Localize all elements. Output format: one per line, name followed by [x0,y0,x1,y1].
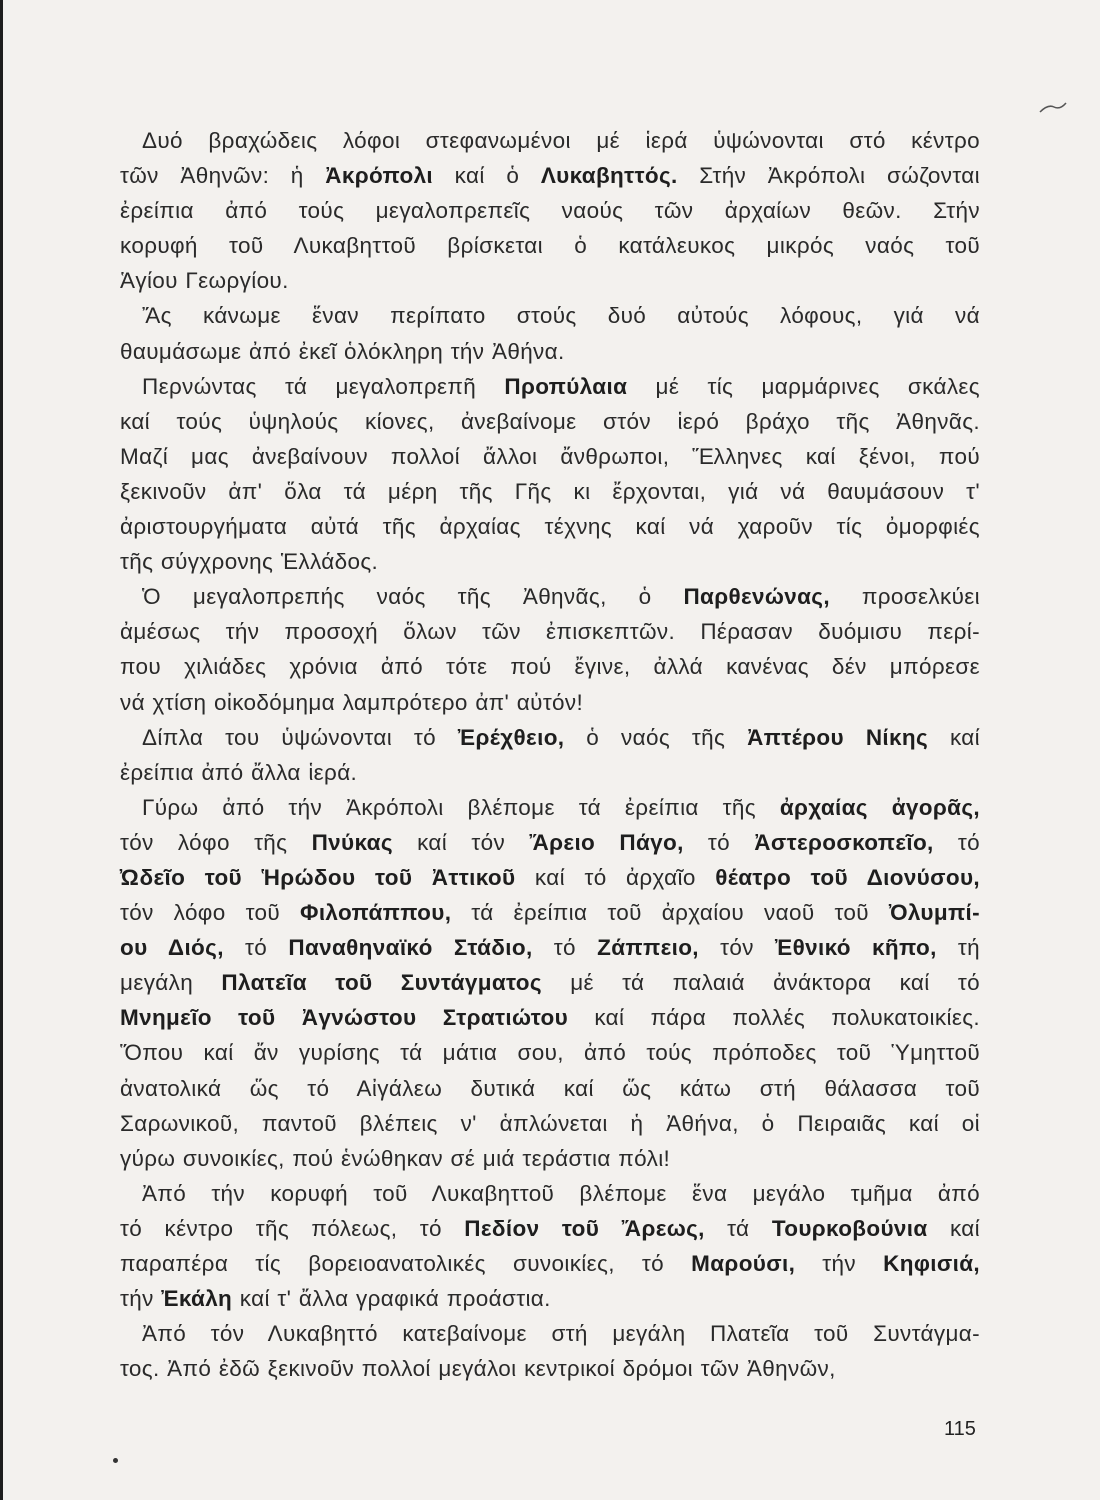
text-line [120,649,980,684]
text-line [120,790,980,825]
text-run: Δυό βραχώδεις λόφοι στεφανωμένοι μέ ἱερά ὑψώνονται στό κέντρο [142,128,980,153]
text-run: τό [933,829,980,855]
text-run: Γύρω ἀπό τήν Ἀκρόπολι βλέπομε τά ἐρείπια τῆς [142,794,780,820]
bold-term: Ἀστεροσκοπεῖο, [754,829,934,855]
text-run: μέ τίς μαρμάρινες σκάλες [627,373,980,399]
text-line [120,1035,980,1070]
text-run: τος. Ἀπό ἐδῶ ξεκινοῦν πολλοί μεγάλοι κεντρικοί δρόμοι τῶν Ἀθηνῶν, [120,1356,836,1382]
bold-term: Πνύκας [311,829,393,855]
text-run: καί τούς ὑψηλούς κίονες, ἀνεβαίνομε στόν ἱερό βράχο τῆς Ἀθηνᾶς. [120,408,980,434]
bold-term: Ἐθνικό κῆπο, [775,935,937,961]
text-line [120,334,980,369]
text-line [120,860,980,895]
text-line [120,158,980,193]
text-run: καί τόν [392,829,530,855]
text-line [120,404,980,439]
page-binding-edge [0,0,3,1500]
text-run: τό [683,829,755,855]
text-run: Ἀπό τόν Λυκαβηττό κατεβαίνομε στή μεγάλη Πλατεῖα τοῦ Συντάγμα- [142,1321,980,1347]
bold-term: Φιλοπάππου, [300,900,452,926]
text-run: τῆς σύγχρονης Ἑλλάδος. [120,549,379,575]
bold-term: Ὀλυμπί- [888,900,980,926]
text-line [120,825,980,860]
bold-term: Πλατεῖα τοῦ Συντάγματος [221,970,542,996]
ink-mark [1038,100,1068,116]
text-line [120,369,980,404]
text-run: καί [927,1215,980,1241]
text-run: κορυφή τοῦ Λυκαβηττοῦ βρίσκεται ὁ κατάλευκος μικρός ναός τοῦ [120,233,980,259]
text-line [120,1316,980,1351]
bold-term: Ὠδεῖο τοῦ Ἡρώδου τοῦ Ἀττικοῦ [120,864,516,890]
text-run: Περνώντας τά μεγαλοπρεπῆ [142,373,505,399]
text-run: τό [532,935,598,961]
text-run: τόν [698,935,776,961]
text-line [120,228,980,263]
text-run: τήν [795,1251,884,1276]
text-run: ξεκινοῦν ἀπ' ὅλα τά μέρη τῆς Γῆς κι ἔρχονται, γιά νά θαυμάσουν τ' [120,478,980,504]
bold-term: Μαρούσι, [691,1251,796,1276]
text-run: ἐρείπια ἀπό τούς μεγαλοπρεπεῖς ναούς τῶν ἀρχαίων θεῶν. Στήν [120,198,980,224]
text-line [120,1351,980,1386]
bold-term: Παναθηναϊκό Στάδιο, [288,935,533,961]
bold-term: θέατρο τοῦ Διονύσου, [715,864,981,890]
text-run: τόν λόφο τοῦ [120,900,301,926]
text-run: προσελκύει [829,584,980,610]
text-line [120,685,980,720]
bold-term: Τουρκοβούνια [771,1215,928,1241]
text-line [120,439,980,474]
text-run: παραπέρα τίς βορειοανατολικές συνοικίες, τό [120,1251,692,1276]
text-line [120,123,980,158]
bold-term: Μνημεῖο τοῦ Ἀγνώστου Στρατιώτου [120,1005,569,1031]
text-line [120,1246,980,1281]
bold-term: Ἀπτέρου Νίκης [747,724,929,750]
bold-term: ου Διός, [120,935,224,961]
bold-term: ἀρχαίας ἀγορᾶς, [779,794,980,820]
text-run: Ἀπό τήν κορυφή τοῦ Λυκαβηττοῦ βλέπομε ἕνα μεγάλο τμῆμα ἀπό [142,1180,980,1206]
text-line [120,720,980,755]
text-line [120,930,980,965]
bold-term: Παρθενώνας, [683,584,830,610]
text-line [120,1176,980,1211]
bold-term: Ἐκάλη [161,1286,233,1312]
bold-term: Ζάππειο, [597,935,699,961]
bold-term: Ἀκρόπολι [325,163,434,189]
text-line [120,755,980,790]
text-run: τό κέντρο τῆς πόλεως, τό [120,1215,465,1241]
text-line [120,614,980,649]
text-run: καί ὁ [433,163,541,189]
text-run: νά χτίση οἰκοδόμημα λαμπρότερο ἀπ' αὐτόν! [120,689,584,715]
text-line [120,1071,980,1106]
text-run: Σαρωνικοῦ, παντοῦ βλέπεις ν' ἁπλώνεται ἡ Ἀθήνα, ὁ Πειραιᾶς καί οἱ [120,1110,980,1136]
text-line [120,1141,980,1176]
text-run: που χιλιάδες χρόνια ἀπό τότε πού ἔγινε, ἀλλά κανένας δέν μπόρεσε [120,654,980,680]
text-run: ὁ ναός τῆς [564,724,748,750]
bold-term: Κηφισιά, [883,1251,980,1276]
text-line [120,193,980,228]
text-run: τή [936,935,981,961]
text-run: γύρω συνοικίες, πού ἑνώθηκαν σέ μιά τεράστια πόλι! [120,1145,671,1171]
text-line [120,544,980,579]
text-run: τά ἐρείπια τοῦ ἀρχαίου ναοῦ τοῦ [451,900,889,926]
text-line [120,298,980,333]
text-run: τό [223,935,289,961]
text-run: θαυμάσωμε ἀπό ἐκεῖ ὁλόκληρη τήν Ἀθήνα. [120,338,565,364]
text-run: τά [704,1215,772,1241]
text-run: τήν [120,1286,162,1312]
text-run: καί [928,724,980,750]
text-run: ἀμέσως τήν προσοχή ὅλων τῶν ἐπισκεπτῶν. Πέρασαν δυόμισυ περί- [120,619,980,645]
bold-term: Ἄρειο Πάγο, [529,829,684,855]
text-line [120,1211,980,1246]
text-line [120,1106,980,1141]
text-run: ἐρείπια ἀπό ἄλλα ἱερά. [120,759,358,785]
text-line [120,509,980,544]
ink-speck [113,1458,118,1463]
text-line [120,895,980,930]
text-run: τόν λόφο τῆς [120,829,312,855]
text-run: τῶν Ἀθηνῶν: ἡ [120,163,326,189]
body-text [120,123,980,1386]
text-line [120,1000,980,1035]
text-run: μέ τά παλαιά ἀνάκτορα καί τό [541,970,980,996]
text-run: καί τ' ἄλλα γραφικά προάστια. [232,1286,551,1312]
bold-term: Λυκαβηττός. [540,163,678,189]
text-line [120,263,980,298]
text-line [120,579,980,614]
text-run: ἀνατολικά ὥς τό Αἰγάλεω δυτικά καί ὥς κάτω στή θάλασσα τοῦ [120,1075,980,1101]
text-run: ἀριστουργήματα αὐτά τῆς ἀρχαίας τέχνης καί νά χαροῦν τίς ὀμορφιές [120,514,980,540]
text-run: Ἄς κάνωμε ἕναν περίπατο στούς δυό αὐτούς λόφους, γιά νά [142,303,980,329]
bold-term: Ἐρέχθειο, [457,724,565,750]
bold-term: Πεδίον τοῦ Ἄρεως, [464,1215,705,1241]
text-run: Δίπλα του ὑψώνονται τό [142,724,458,750]
text-run: Στήν Ἀκρόπολι σώζονται [677,163,980,189]
text-run: Μαζί μας ἀνεβαίνουν πολλοί ἄλλοι ἄνθρωποι, Ἕλληνες καί ξένοι, πού [120,443,980,469]
text-run: καί πάρα πολλές πολυκατοικίες. [568,1005,980,1031]
text-run: Ὁ μεγαλοπρεπής ναός τῆς Ἀθηνᾶς, ὁ [142,584,684,610]
text-line [120,1281,980,1316]
page-number: 115 [944,1418,976,1440]
text-run: Ὅπου καί ἄν γυρίσης τά μάτια σου, ἀπό τούς πρόποδες τοῦ Ὑμηττοῦ [120,1040,980,1066]
text-run: μεγάλη [120,970,222,996]
bold-term: Προπύλαια [504,373,628,399]
text-line [120,474,980,509]
text-run: Ἁγίου Γεωργίου. [120,268,289,294]
text-run: καί τό ἀρχαῖο [515,864,716,890]
text-line [120,965,980,1000]
